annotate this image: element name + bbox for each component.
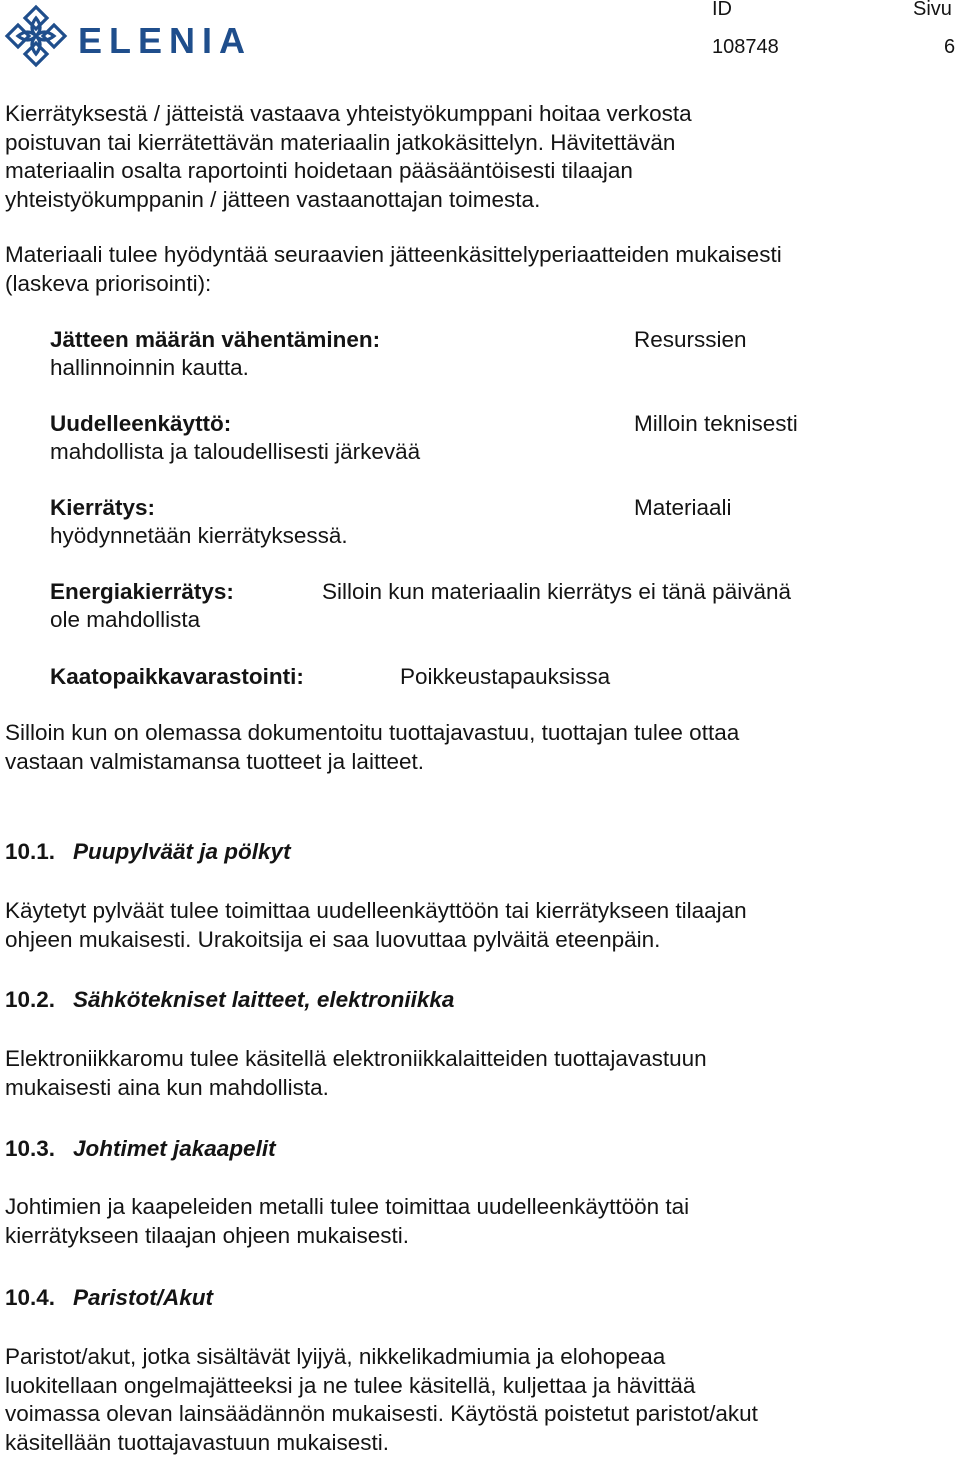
page-label: Sivu [913, 0, 952, 20]
elenia-logo [4, 4, 254, 68]
section-paragraph [5, 1045, 707, 1102]
section-title: Johtimet jakaapelit [73, 1136, 276, 1161]
intro-line: Kierrätyksestä / jätteistä vastaava yhteistyökumppani hoitaa verkosta [5, 101, 692, 126]
principle-description: Materiaali [634, 495, 732, 520]
producer-note-line: Silloin kun on olemassa dokumentoitu tuottajavastuu, tuottajan tulee ottaa [5, 720, 740, 745]
principle-term: Kaatopaikkavarastointi: [50, 664, 304, 689]
section-title: Sähkötekniset laitteet, elektroniikka [73, 987, 455, 1012]
section-line: kierrätykseen tilaajan ohjeen mukaisesti. [5, 1222, 409, 1248]
principles-intro-paragraph [5, 241, 782, 298]
section-title: Puupylväät ja pölkyt [73, 839, 291, 864]
principles-intro-line: (laskeva priorisointi): [5, 270, 212, 296]
principle-term: Kierrätys: [50, 495, 156, 520]
principle-term: Uudelleenkäyttö: [50, 411, 232, 436]
section-paragraph [5, 1193, 689, 1250]
section-line: Käytetyt pylväät tulee toimittaa uudelleenkäyttöön tai kierrätykseen tilaajan [5, 898, 747, 923]
principle-description-continued: hallinnoinnin kautta. [50, 355, 249, 380]
logo-emblem-icon [4, 4, 254, 68]
principle-term: Energiakierrätys: [50, 579, 234, 604]
section-line: Elektroniikkaromu tulee käsitellä elektroniikkalaitteiden tuottajavastuun [5, 1046, 707, 1071]
intro-paragraph [5, 100, 692, 214]
section-line: Paristot/akut, jotka sisältävät lyijyä, nikkelikadmiumia ja elohopeaa [5, 1344, 666, 1369]
id-value: 108748 [712, 36, 779, 58]
section-line: mukaisesti aina kun mahdollista. [5, 1074, 329, 1100]
logo-wordmark: ELENIA [78, 20, 253, 61]
section-line: ohjeen mukaisesti. Urakoitsija ei saa luovuttaa pylväitä eteenpäin. [5, 926, 661, 952]
producer-note-line: vastaan valmistamansa tuotteet ja laitteet. [5, 748, 424, 774]
id-label: ID [712, 0, 732, 20]
section-number: 10.4. [5, 1285, 56, 1310]
section-line: luokitellaan ongelmajätteeksi ja ne tulee käsitellä, kuljettaa ja hävittää [5, 1372, 696, 1398]
intro-line: materiaalin osalta raportointi hoidetaan pääsääntöisesti tilaajan [5, 158, 633, 183]
principle-description-continued: ole mahdollista [50, 607, 201, 632]
section-heading [5, 987, 454, 1013]
section-number: 10.3. [5, 1136, 56, 1161]
principle-description-continued: mahdollista ja taloudellisesti järkevää [50, 439, 421, 464]
principle-description: Resurssien [634, 327, 747, 352]
producer-responsibility-paragraph [5, 719, 739, 776]
section-line: Johtimien ja kaapeleiden metalli tulee toimittaa uudelleenkäyttöön tai [5, 1194, 690, 1219]
intro-line: yhteistyökumppanin / jätteen vastaanottajan toimesta. [5, 186, 541, 212]
section-paragraph [5, 897, 747, 954]
section-heading [5, 839, 291, 865]
section-number: 10.1. [5, 839, 56, 864]
section-heading [5, 1285, 213, 1311]
principle-term: Jätteen määrän vähentäminen: [50, 327, 381, 352]
principles-intro-line: Materiaali tulee hyödyntää seuraavien jätteenkäsittelyperiaatteiden mukaisesti [5, 242, 782, 267]
section-paragraph [5, 1343, 758, 1457]
section-line: käsitellään tuottajavastuun mukaisesti. [5, 1429, 389, 1455]
principle-description-continued: hyödynnetään kierrätyksessä. [50, 523, 348, 548]
section-heading [5, 1136, 276, 1162]
principle-description: Milloin teknisesti [634, 411, 798, 436]
principle-description: Poikkeustapauksissa [400, 664, 611, 689]
section-line: voimassa olevan lainsäädännön mukaisesti. Käytöstä poistetut paristot/akut [5, 1401, 758, 1426]
intro-line: poistuvan tai kierrätettävän materiaalin jatkokäsittelyn. Hävitettävän [5, 129, 676, 155]
principle-description: Silloin kun materiaalin kierrätys ei tänä päivänä [322, 579, 791, 604]
page-number: 6 [944, 36, 956, 58]
section-title: Paristot/Akut [73, 1285, 214, 1310]
section-number: 10.2. [5, 987, 56, 1012]
